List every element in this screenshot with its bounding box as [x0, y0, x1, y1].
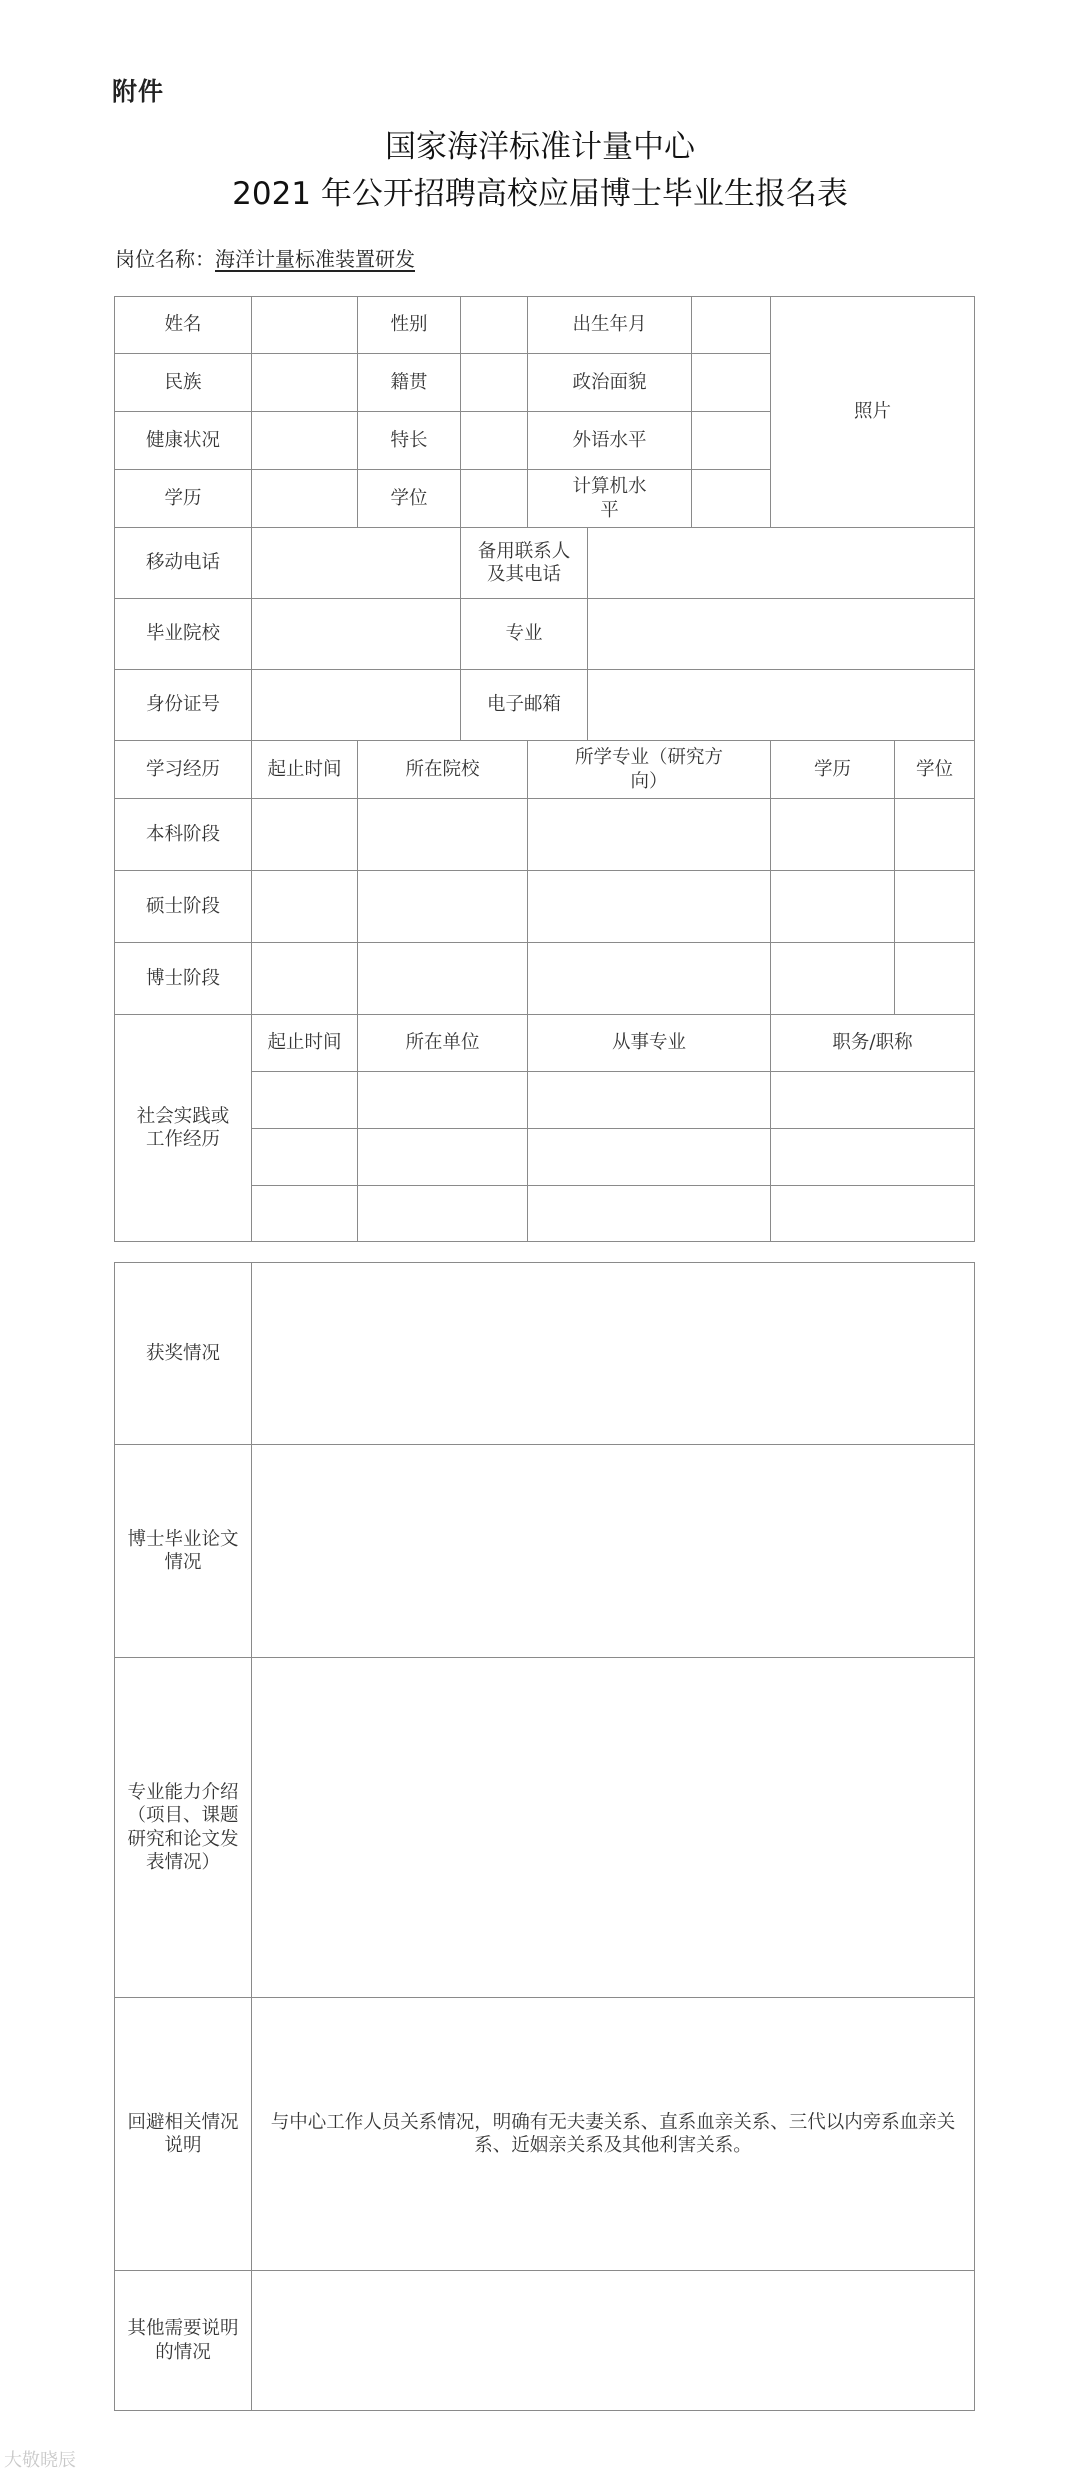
native-place-field[interactable]: [461, 354, 528, 412]
doctor-label: 博士阶段: [115, 943, 252, 1015]
doctor-major[interactable]: [528, 943, 771, 1015]
ethnicity-field[interactable]: [252, 354, 358, 412]
name-label: 姓名: [115, 297, 252, 354]
thesis-field[interactable]: [252, 1445, 975, 1658]
master-degree[interactable]: [895, 871, 975, 943]
foreign-language-label: 外语水平: [528, 412, 692, 470]
mobile-field[interactable]: [252, 528, 461, 599]
doctor-education[interactable]: [771, 943, 895, 1015]
doctor-period[interactable]: [252, 943, 358, 1015]
degree-field[interactable]: [461, 470, 528, 528]
form-title-line2: 2021 年公开招聘高校应届博士毕业生报名表: [232, 176, 848, 212]
work-cell[interactable]: [528, 1129, 771, 1186]
major-label: 专业: [461, 599, 588, 670]
work-cell[interactable]: [252, 1186, 358, 1242]
work-cell[interactable]: [358, 1072, 528, 1129]
work-cell[interactable]: [528, 1072, 771, 1129]
work-cell[interactable]: [252, 1129, 358, 1186]
education-label: 学历: [115, 470, 252, 528]
master-school[interactable]: [358, 871, 528, 943]
abilities-field[interactable]: [252, 1658, 975, 1998]
native-place-label: 籍贯: [358, 354, 461, 412]
mobile-label: 移动电话: [115, 528, 252, 599]
id-number-label: 身份证号: [115, 670, 252, 741]
study-header-degree: 学位: [895, 741, 975, 799]
master-education[interactable]: [771, 871, 895, 943]
gender-label: 性别: [358, 297, 461, 354]
awards-label: 获奖情况: [115, 1263, 252, 1445]
computer-level-label: 计算机水平: [528, 470, 692, 528]
degree-label: 学位: [358, 470, 461, 528]
supplementary-table: [114, 1262, 975, 2411]
id-number-field[interactable]: [252, 670, 461, 741]
backup-contact-label: 备用联系人及其电话: [461, 528, 588, 599]
health-field[interactable]: [252, 412, 358, 470]
school-label: 毕业院校: [115, 599, 252, 670]
avoidance-note[interactable]: 与中心工作人员关系情况，明确有无夫妻关系、直系血亲关系、三代以内旁系血亲关系、近姻亲关系及其他利害关系。: [252, 1998, 975, 2271]
school-field[interactable]: [252, 599, 461, 670]
work-label: 社会实践或工作经历: [115, 1015, 252, 1242]
master-major[interactable]: [528, 871, 771, 943]
undergrad-major[interactable]: [528, 799, 771, 871]
political-status-field[interactable]: [692, 354, 771, 412]
other-field[interactable]: [252, 2271, 975, 2411]
work-cell[interactable]: [771, 1129, 975, 1186]
work-header-unit: 所在单位: [358, 1015, 528, 1072]
doctor-school[interactable]: [358, 943, 528, 1015]
undergrad-education[interactable]: [771, 799, 895, 871]
work-header-title: 职务/职称: [771, 1015, 975, 1072]
work-cell[interactable]: [358, 1186, 528, 1242]
email-label: 电子邮箱: [461, 670, 588, 741]
master-label: 硕士阶段: [115, 871, 252, 943]
study-header-school: 所在院校: [358, 741, 528, 799]
form-title-line1: 国家海洋标准计量中心: [385, 129, 695, 165]
work-cell[interactable]: [771, 1072, 975, 1129]
undergrad-label: 本科阶段: [115, 799, 252, 871]
awards-field[interactable]: [252, 1263, 975, 1445]
master-period[interactable]: [252, 871, 358, 943]
study-label: 学习经历: [115, 741, 252, 799]
name-field[interactable]: [252, 297, 358, 354]
education-field[interactable]: [252, 470, 358, 528]
work-header-field: 从事专业: [528, 1015, 771, 1072]
gender-field[interactable]: [461, 297, 528, 354]
undergrad-period[interactable]: [252, 799, 358, 871]
work-header-period: 起止时间: [252, 1015, 358, 1072]
study-header-period: 起止时间: [252, 741, 358, 799]
birth-field[interactable]: [692, 297, 771, 354]
undergrad-school[interactable]: [358, 799, 528, 871]
birth-label: 出生年月: [528, 297, 692, 354]
study-header-major: 所学专业（研究方向）: [528, 741, 771, 799]
work-cell[interactable]: [252, 1072, 358, 1129]
computer-level-field[interactable]: [692, 470, 771, 528]
backup-contact-field[interactable]: [588, 528, 975, 599]
specialty-field[interactable]: [461, 412, 528, 470]
avoidance-label: 回避相关情况说明: [115, 1998, 252, 2271]
work-cell[interactable]: [358, 1129, 528, 1186]
work-cell[interactable]: [771, 1186, 975, 1242]
specialty-label: 特长: [358, 412, 461, 470]
undergrad-degree[interactable]: [895, 799, 975, 871]
position-line: [115, 243, 415, 272]
ethnicity-label: 民族: [115, 354, 252, 412]
political-status-label: 政治面貌: [528, 354, 692, 412]
work-cell[interactable]: [528, 1186, 771, 1242]
position-label: 岗位名称：: [115, 247, 215, 271]
position-value: 海洋计量标准装置研发: [215, 247, 415, 271]
thesis-label: 博士毕业论文情况: [115, 1445, 252, 1658]
abilities-label: 专业能力介绍（项目、课题研究和论文发表情况）: [115, 1658, 252, 1998]
study-header-education: 学历: [771, 741, 895, 799]
application-table: [114, 296, 975, 1242]
annex-label: 附件: [112, 77, 165, 106]
doctor-degree[interactable]: [895, 943, 975, 1015]
watermark-logo: 大敬晓辰: [4, 2450, 76, 2471]
photo-box[interactable]: 照片: [771, 297, 975, 528]
foreign-language-field[interactable]: [692, 412, 771, 470]
other-label: 其他需要说明的情况: [115, 2271, 252, 2411]
health-label: 健康状况: [115, 412, 252, 470]
major-field[interactable]: [588, 599, 975, 670]
email-field[interactable]: [588, 670, 975, 741]
